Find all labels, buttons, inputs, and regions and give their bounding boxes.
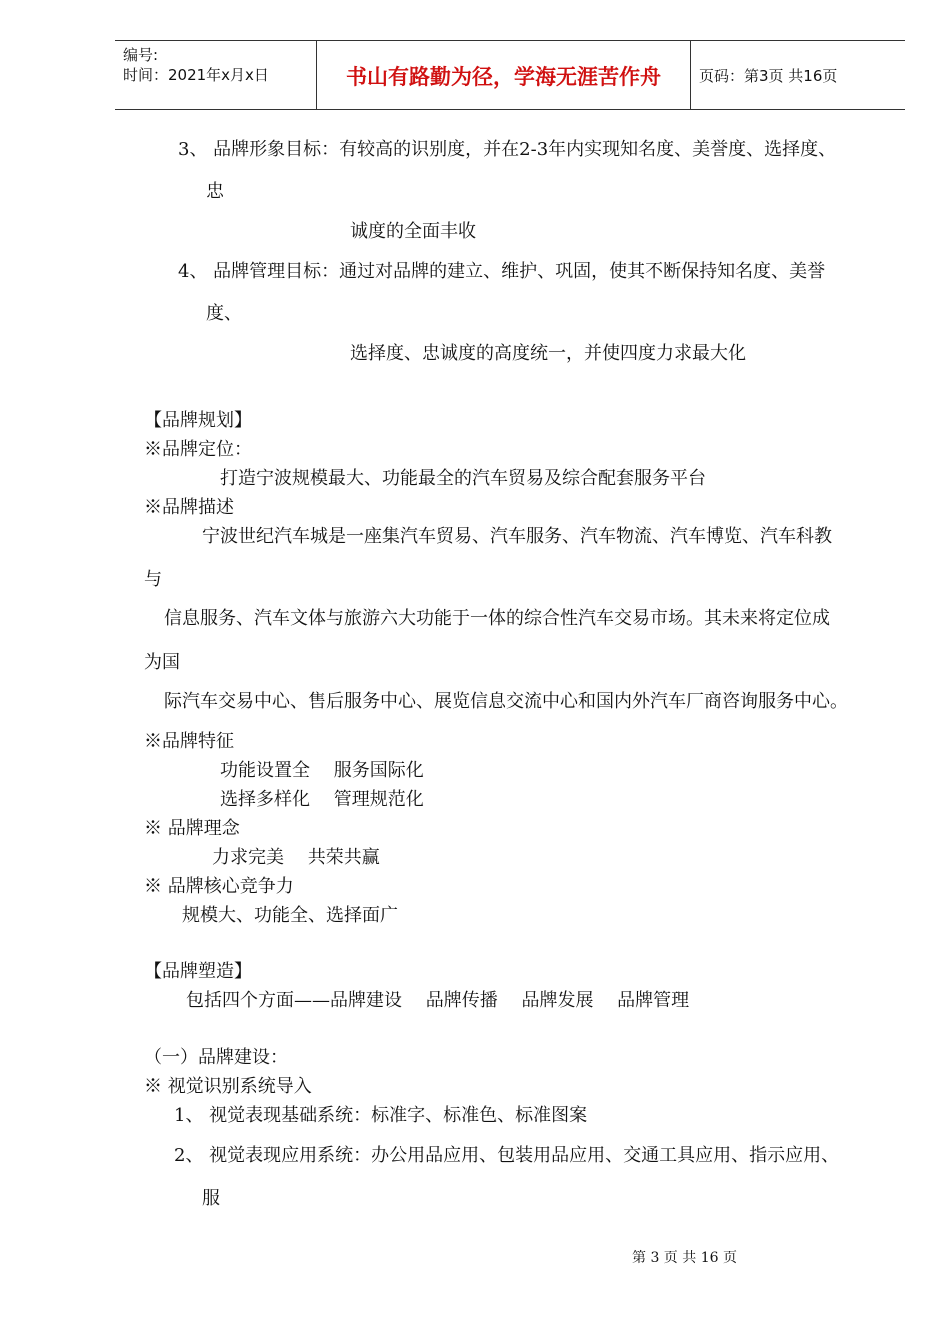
positioning-text: 打造宁波规模最大、功能最全的汽车贸易及综合配套服务平台 <box>220 468 706 489</box>
item3-line3: 诚度的全面丰收 <box>350 221 476 242</box>
item3-line2: 忠 <box>206 181 224 202</box>
build-text: 包括四个方面——品牌建设 品牌传播 品牌发展 品牌管理 <box>186 990 690 1011</box>
build-heading: 【品牌塑造】 <box>144 961 252 982</box>
vi-label: ※ 视觉识别系统导入 <box>144 1076 312 1097</box>
description-line5: 际汽车交易中心、售后服务中心、展览信息交流中心和国内外汽车厂商咨询服务中心。 <box>164 691 848 712</box>
description-line3: 信息服务、汽车文体与旅游六大功能于一体的综合性汽车交易市场。其未来将定位成 <box>164 608 830 629</box>
header-time: 时间：2021年x月x日 <box>123 66 269 84</box>
vi-item2-line1: 2、 视觉表现应用系统：办公用品应用、包装用品应用、交通工具应用、指示应用、 <box>174 1145 840 1166</box>
item3-line1: 3、 品牌形象目标：有较高的识别度，并在2-3年内实现知名度、美誉度、选择度、 <box>178 139 837 160</box>
item4-line1: 4、 品牌管理目标：通过对品牌的建立、维护、巩固，使其不断保持知名度、美誉 <box>178 261 826 282</box>
core-label: ※ 品牌核心竞争力 <box>144 876 294 897</box>
item4-line2: 度、 <box>206 303 242 324</box>
concept-text: 力求完美 共荣共赢 <box>212 847 380 868</box>
concept-label: ※ 品牌理念 <box>144 818 240 839</box>
header-motto: 书山有路勤为径，学海无涯苦作舟 <box>346 65 661 89</box>
vi-item1: 1、 视觉表现基础系统：标准字、标准色、标准图案 <box>174 1105 588 1126</box>
section1-heading: （一）品牌建设： <box>144 1047 288 1068</box>
core-text: 规模大、功能全、选择面广 <box>182 905 398 926</box>
header-divider <box>690 41 691 109</box>
header-meta <box>123 45 269 85</box>
header-page-number: 页码：第3页 共16页 <box>699 67 838 85</box>
description-line4: 为国 <box>144 652 180 673</box>
description-line2: 与 <box>144 569 162 590</box>
features-label: ※品牌特征 <box>144 731 234 752</box>
item4-line3: 选择度、忠诚度的高度统一，并使四度力求最大化 <box>350 343 746 364</box>
header-number: 编号: <box>123 46 159 64</box>
vi-item2-line2: 服 <box>202 1188 220 1209</box>
description-label: ※品牌描述 <box>144 497 234 518</box>
positioning-label: ※品牌定位： <box>144 439 252 460</box>
header-table <box>115 40 905 110</box>
description-line1: 宁波世纪汽车城是一座集汽车贸易、汽车服务、汽车物流、汽车博览、汽车科教 <box>202 526 832 547</box>
features-line1: 功能设置全 服务国际化 <box>220 760 424 781</box>
footer-page-number: 第 3 页 共 16 页 <box>632 1250 737 1266</box>
features-line2: 选择多样化 管理规范化 <box>220 789 424 810</box>
plan-heading: 【品牌规划】 <box>144 410 252 431</box>
